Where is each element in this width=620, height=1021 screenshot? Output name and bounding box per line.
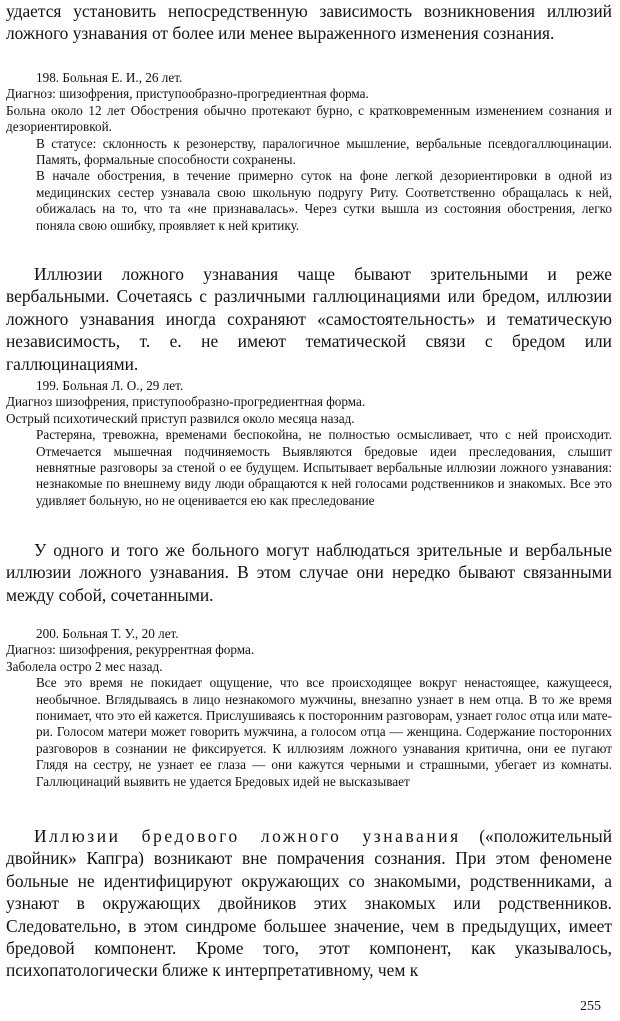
paragraph-text: удается установить непосредственную зависимость возникновения иллюзий ложного узнавания от более или менее выраженного изменения сознания. [6,1,612,44]
case-onset: Острый психотический приступ развился около месяца назад. [6,410,355,426]
spaced-term: Иллюзии бредового ложного узнавания [34,826,461,846]
paragraph-text: Иллюзии ложного узнавания чаще бывают зрительными и реже вербальными. Сочетаясь с различными галлюцинациями или бредом, иллюзии ложного узнавания иногда сохраняют «самостоятельность» и тематическую независимость, т. е. не имеют тематической связи с бредом или галлюцинациями. [6,264,612,374]
case-episode: В начале обострения, в течение примерно суток на фоне легкой дезориентировки в одной из медицинских сестер узнавала свою школьную подругу Риту. Соответственно обращалась к ней, обижалась на то, что та «не признавалась». Через сутки вышла из состояния обострения, легко поняла свою ошибку, проявляет к ней критику. [36,168,612,233]
page-number: 255 [580,999,601,1014]
case-diagnosis: Диагноз шизофрения, приступообразно-прогредиентная форма. [6,394,366,410]
paragraph-capgras [6,825,612,982]
case-diagnosis: Диагноз: шизофрения, рекуррентная форма. [6,642,255,658]
case-198 [6,70,612,234]
case-history: Больна около 12 лет Обострения обычно протекают бурно, с кратковременным изменением сознания и дезориентировкой. [6,102,612,135]
paragraph-combined-illusions [6,539,612,606]
case-header: 200. Больная Т. У., 20 лет. [36,626,179,641]
paragraph-text: У одного и того же больного могут наблюдаться зрительные и вербальные иллюзии ложного узнавания. В этом случае они нередко бывают связанными между собой, сочетанными. [6,540,612,605]
paragraph-text [6,825,612,982]
case-status: Все это время не покидает ощущение, что все происходящее вокруг ненастоящее, кажущееся, необычное. Вглядываясь в лицо незнакомого мужчины, внезапно узнает в нем отца. В то же время понимает, что это ей кажется. Прислушиваясь к посторонним разговорам, узнает голос отца или матери. Голосом матери может говорить мужчина, а голосом отца — женщина. Содержание посторонних разговоров в сознании не фиксируется. К иллюзиям ложного узнавания критична, они ее пугают Глядя на сестру, не узнает ее глаза — они кажутся черными и страшными, убегает из комнаты. Галлюцинаций выявить не удается Бредовых идей не высказывает [36,675,612,789]
case-199 [6,378,612,509]
case-200 [6,626,612,790]
paragraph-body: («положительный двойник» Капгра) возникают вне помрачения сознания. При этом феномене больные не идентифицируют окружающих со знакомыми, родственниками, а узнают в окружающих двойников этих знакомых или родственников. Следовательно, в этом синдроме большее значение, чем в предыдущих, имеет бредовой компонент. Кроме того, этот компонент, как указывалось, психопатологически ближе к интерпретативному, чем к [6,826,612,981]
case-header: 198. Больная Е. И., 26 лет. [36,70,183,85]
paragraph-continuation [6,0,612,45]
paragraph-false-recognition [6,263,612,375]
case-header: 199. Больная Л. О., 29 лет. [36,378,184,393]
case-status: Растеряна, тревожна, временами беспокойна, не полностью осмысливает, что с ней происходит. Отмечается мышечная подчиняемость Выявляются бредовые идеи преследования, слышит невнятные разговоры за стеной о ее будущем. Испытывает вербальные иллюзии ложного узнавания: незнакомые по внешнему виду люди обращаются к ней голосами родственников и знакомых. Все это удивляет больную, но не оценивается ею как преследование [36,427,612,508]
case-status: В статусе: склонность к резонерству, паралогичное мышление, вербальные псевдогаллюцинации. Память, формальные способности сохранены. [36,135,612,168]
case-onset: Заболела остро 2 мес назад. [6,658,163,674]
case-diagnosis: Диагноз: шизофрения, приступообразно-прогредиентная форма. [6,86,369,102]
